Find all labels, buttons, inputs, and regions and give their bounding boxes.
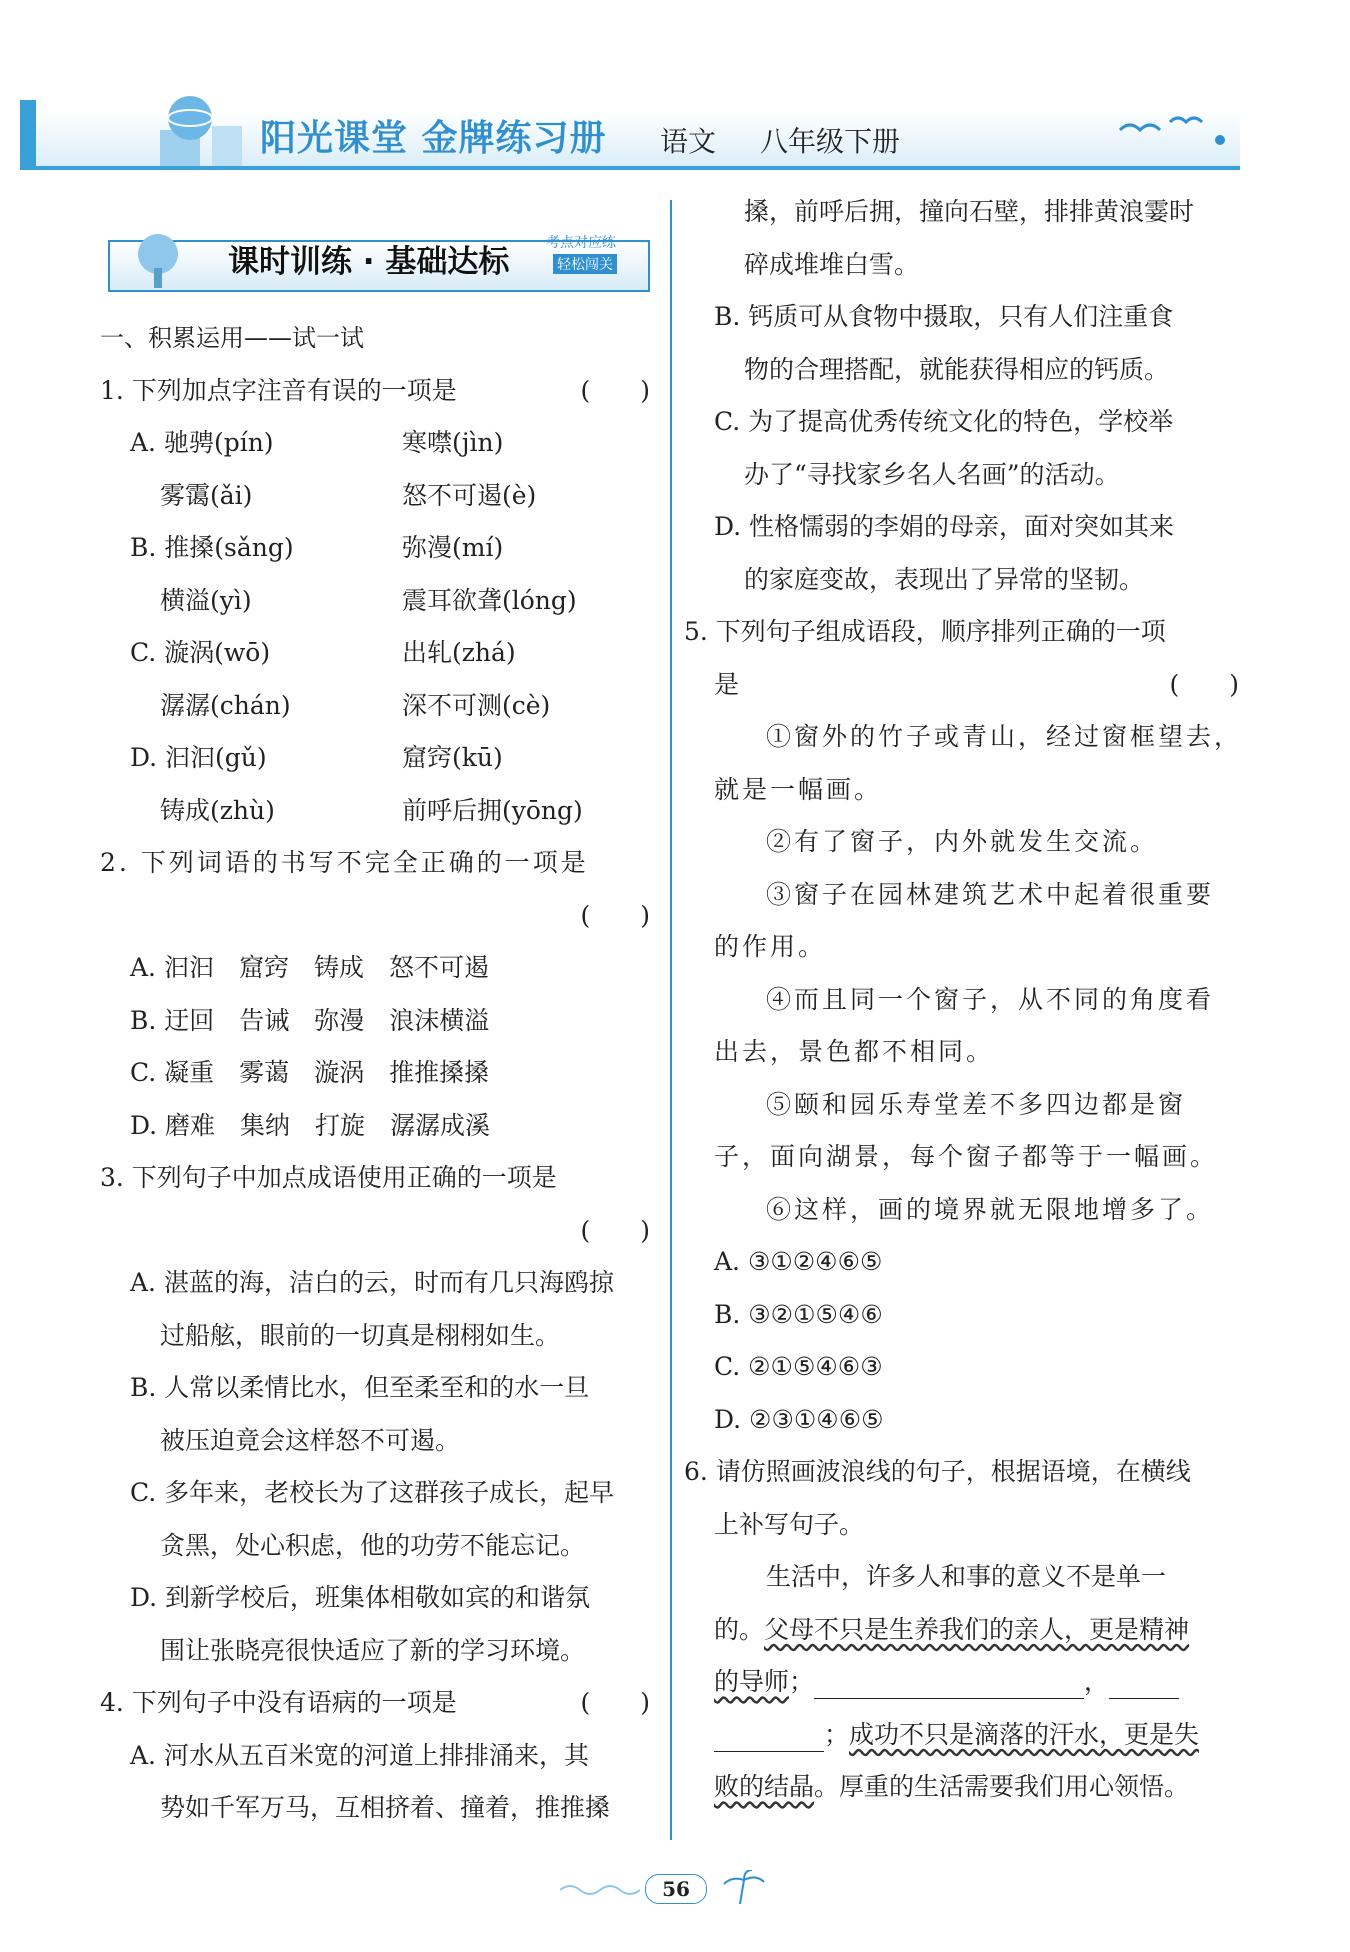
- option-line: 物的合理搭配，就能获得相应的钙质。: [744, 354, 1170, 384]
- answer-paren-row: [100, 1205, 650, 1258]
- wavy-sentence: 父母不只是生养我们的亲人，更是精神: [764, 1614, 1190, 1644]
- option-line: 过船舷，眼前的一切真是栩栩如生。: [160, 1320, 561, 1350]
- sentence-4-cont: 出去，景色都不相同。: [714, 1037, 995, 1066]
- option-cell: 弥漫(mí): [402, 533, 504, 562]
- option-line: B. 迂回 告诫 弥漫 浪沫横溢: [130, 1005, 490, 1035]
- sentence-5-cont: 子，面向湖景，每个窗子都等于一幅画。: [714, 1142, 1219, 1171]
- option-cell: 深不可测(cè): [402, 690, 551, 720]
- question-2: 2. 下列词语的书写不完全正确的一项是: [100, 848, 589, 877]
- option-cell: D. 汩汩(gǔ): [130, 743, 267, 772]
- passage-line: [714, 1709, 1239, 1762]
- sentence-2: ②有了窗子，内外就发生交流。: [766, 827, 1159, 856]
- option-cell: 潺潺(chán): [160, 690, 291, 720]
- option-line: B. ③②①⑤④⑥: [714, 1299, 883, 1329]
- question-4: [100, 1677, 650, 1730]
- wavy-sentence: 败的结晶: [714, 1772, 815, 1801]
- question-stem: 是: [714, 669, 740, 699]
- option-cell: 铸成(zhù): [160, 795, 275, 825]
- option-line: D. 到新学校后，班集体相敬如宾的和谐氛: [130, 1583, 591, 1612]
- option-cell: 雾霭(ǎi): [160, 480, 253, 510]
- wavy-sentence: 的导师: [714, 1667, 790, 1696]
- option-line: A. 河水从五百米宽的河道上排排涌来，其: [130, 1740, 589, 1770]
- page-footer: [560, 1870, 800, 1910]
- option-cell: 震耳欲聋(lóng): [402, 585, 577, 615]
- answer-blank[interactable]: [814, 1668, 1084, 1699]
- option-line: 势如千军万马，互相挤着、撞着，推推搡: [160, 1793, 611, 1822]
- option-line: C. 多年来，老校长为了这群孩子成长，起早: [130, 1478, 615, 1507]
- option-line: 贪黑，处心积虑，他的功劳不能忘记。: [160, 1530, 586, 1560]
- option-line: B. 钙质可从食物中摄取，只有人们注重食: [714, 302, 1174, 331]
- passage-text: ；: [789, 1667, 815, 1696]
- option-line: 围让张晓亮很快适应了新的学习环境。: [160, 1635, 586, 1665]
- column-divider: [670, 200, 672, 1840]
- answer-paren: ( ): [580, 1688, 650, 1717]
- option-line: A. 汩汩 窟窍 铸成 怒不可遏: [130, 953, 489, 982]
- option-cell: B. 推搡(sǎng): [130, 533, 294, 562]
- answer-paren-row: [100, 890, 650, 943]
- option-cell: 寒噤(jìn): [402, 428, 504, 457]
- page-header: [20, 90, 1240, 170]
- option-cell: 横溢(yì): [160, 585, 252, 615]
- section-heading: 一、积累运用——试一试: [100, 324, 364, 352]
- option-cell: 前呼后拥(yōng): [402, 795, 583, 825]
- globe-icon: [150, 90, 260, 170]
- question-1: [100, 365, 650, 418]
- option-row: [100, 417, 650, 470]
- palm-tree-icon: [710, 1870, 790, 1906]
- subject-label: 语文: [660, 125, 717, 158]
- passage-text: ，: [1084, 1667, 1110, 1696]
- option-line: C. 为了提高优秀传统文化的特色，学校举: [714, 407, 1174, 436]
- question-6: 6. 请仿照画波浪线的句子，根据语境，在横线: [684, 1457, 1191, 1486]
- passage-line: 生活中，许多人和事的意义不是单一: [766, 1562, 1167, 1591]
- option-line: D. 磨难 集纳 打旋 潺潺成溪: [130, 1110, 491, 1140]
- right-column: [684, 186, 1243, 1814]
- question-3: 3. 下列句子中加点成语使用正确的一项是: [100, 1163, 557, 1192]
- option-line: 办了“寻找家乡名人名画”的活动。: [744, 459, 1120, 489]
- tree-icon: [108, 230, 208, 290]
- option-row: [100, 785, 650, 838]
- option-cell: 出轧(zhá): [402, 638, 516, 667]
- option-cell: 窟窍(kū): [402, 743, 503, 772]
- passage-line: [714, 1656, 1239, 1709]
- page-number: 56: [645, 1874, 707, 1904]
- section-banner: [108, 230, 646, 292]
- banner-side-tag: 轻松闯关: [553, 254, 617, 274]
- sentence-6: ⑥这样，画的境界就无限地增多了。: [766, 1194, 1215, 1224]
- banner-title: 课时训练 · 基础达标: [228, 244, 510, 280]
- passage-line: [714, 1604, 1239, 1657]
- option-line: 被压迫竟会这样怒不可遏。: [160, 1425, 461, 1455]
- sentence-1: ①窗外的竹子或青山，经过窗框望去，: [766, 722, 1243, 751]
- birds-icon: [1110, 100, 1240, 150]
- sentence-3-cont: 的作用。: [714, 932, 827, 961]
- passage-text: ；: [824, 1719, 850, 1749]
- option-row: [100, 680, 650, 733]
- option-line: C. ②①⑤④⑥③: [714, 1352, 883, 1381]
- question-6-cont: 上补写句子。: [714, 1509, 865, 1539]
- answer-paren: ( ): [580, 1215, 650, 1245]
- option-cell: A. 驰骋(pín): [130, 428, 274, 457]
- question-stem: 4. 下列句子中没有语病的一项是: [100, 1688, 457, 1717]
- option-row: [100, 627, 650, 680]
- option-line: A. ③①②④⑥⑤: [714, 1247, 883, 1276]
- option-row: [100, 575, 650, 628]
- option-line: B. 人常以柔情比水，但至柔至和的水一旦: [130, 1373, 590, 1402]
- sentence-4: ④而且同一个窗子，从不同的角度看: [766, 984, 1215, 1014]
- wave-decoration-icon: [560, 1880, 640, 1900]
- sentence-1-cont: 就是一幅画。: [714, 774, 883, 804]
- passage-text: 。厚重的生活需要我们用心领悟。: [814, 1772, 1190, 1801]
- option-cell: 怒不可遏(è): [402, 480, 537, 510]
- banner-side-text: 考点对应练: [546, 235, 616, 251]
- question-5-cont: [714, 659, 1239, 712]
- option-cell: C. 漩涡(wō): [130, 638, 271, 667]
- question-5: 5. 下列句子组成语段，顺序排列正确的一项: [684, 617, 1166, 646]
- question-stem: 1. 下列加点字注音有误的一项是: [100, 375, 457, 405]
- grade-label: 八年级下册: [760, 125, 901, 158]
- option-line: 的家庭变故，表现出了异常的坚韧。: [744, 564, 1145, 594]
- sentence-3: ③窗子在园林建筑艺术中起着很重要: [766, 879, 1215, 909]
- passage-text: 的。: [714, 1614, 765, 1644]
- passage-line: [714, 1761, 1239, 1814]
- answer-paren: ( ): [580, 375, 650, 405]
- option-row: [100, 522, 650, 575]
- option-line: D. 性格懦弱的李娟的母亲，面对突如其来: [714, 512, 1175, 541]
- answer-blank[interactable]: [1109, 1668, 1179, 1699]
- option-line: D. ②③①④⑥⑤: [714, 1404, 884, 1434]
- option-row: [100, 470, 650, 523]
- option-line: C. 凝重 雾蔼 漩涡 推推搡搡: [130, 1058, 490, 1087]
- sentence-5: ⑤颐和园乐寿堂差不多四边都是窗: [766, 1089, 1187, 1119]
- option-line: A. 湛蓝的海，洁白的云，时而有几只海鸥掠: [130, 1268, 614, 1297]
- series-title: 阳光课堂 金牌练习册: [260, 118, 607, 159]
- option-line: 碎成堆堆白雪。: [744, 249, 920, 279]
- wavy-sentence: 成功不只是滴落的汗水，更是失: [849, 1719, 1200, 1749]
- answer-paren: ( ): [580, 900, 650, 930]
- left-column: [100, 312, 650, 1835]
- option-row: [100, 732, 650, 785]
- option-line: 搡，前呼后拥，撞向石壁，排排黄浪霎时: [744, 197, 1195, 226]
- answer-blank[interactable]: [714, 1721, 824, 1752]
- header-accent-bar: [20, 100, 36, 170]
- answer-paren: ( ): [1169, 669, 1239, 699]
